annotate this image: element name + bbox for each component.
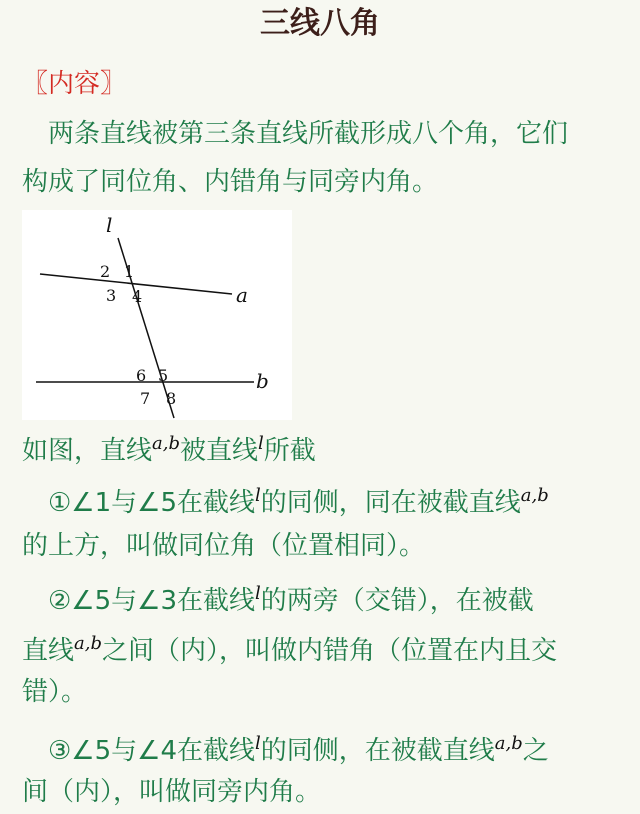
angle-label-5: 5 (158, 366, 169, 385)
item2-part1: ②∠5与∠3在截线 (48, 586, 256, 616)
item2-part2: 的两旁（交错），在被截 (260, 586, 534, 616)
item2-line-1 (48, 574, 534, 621)
item2-lines-ab: a,b (74, 633, 102, 654)
item3-line-l: l (255, 733, 261, 754)
three-lines-eight-angles-figure (22, 210, 292, 420)
angle-label-7: 7 (140, 389, 151, 408)
item2-line2-prefix: 直线 (22, 636, 75, 666)
item1-part1: ①∠1与∠5在截线 (48, 488, 256, 518)
figure-caption (22, 424, 316, 471)
caption-suffix: 所截 (263, 436, 316, 466)
item1-line-2: 的上方，叫做同位角（位置相同）。 (22, 531, 426, 561)
item3-lines-ab: a,b (494, 733, 523, 754)
label-l: l (106, 213, 113, 237)
caption-middle: 被直线 (180, 436, 259, 466)
item2-line-l: l (255, 583, 261, 604)
item2-line2-suffix: 之间（内），叫做内错角（位置在内且交 (102, 636, 558, 666)
caption-line-l: l (258, 433, 264, 454)
angle-label-1: 1 (124, 262, 135, 281)
item3-part3: 之 (522, 736, 549, 766)
item2-line-2 (22, 624, 557, 671)
page-title: 三线八角 (260, 6, 380, 41)
angle-label-4: 4 (132, 287, 143, 306)
caption-lines-ab: a,b (152, 433, 180, 454)
item1-part2: 的同侧，同在被截直线 (260, 488, 521, 518)
item3-line-1 (48, 724, 549, 771)
item3-part1: ③∠5与∠4在截线 (48, 736, 256, 766)
label-a: a (236, 283, 248, 307)
section-label: 〖内容〗 (22, 69, 127, 99)
figure-svg (22, 210, 292, 420)
item1-lines-ab: a,b (520, 485, 549, 506)
item1-line-1 (48, 476, 549, 523)
item1-line-l: l (255, 485, 261, 506)
item2-line-3: 错）。 (22, 677, 88, 707)
caption-prefix: 如图，直线 (22, 436, 153, 466)
angle-label-3: 3 (106, 286, 117, 305)
angle-label-2: 2 (100, 262, 111, 281)
angle-label-6: 6 (136, 366, 147, 385)
item3-line-2: 间（内），叫做同旁内角。 (22, 777, 322, 807)
angle-label-8: 8 (166, 389, 177, 408)
label-b: b (256, 369, 269, 393)
intro-line-1: 两条直线被第三条直线所截形成八个角，它们 (48, 119, 569, 149)
intro-line-2: 构成了同位角、内错角与同旁内角。 (22, 167, 439, 197)
item3-part2: 的同侧，在被截直线 (260, 736, 495, 766)
